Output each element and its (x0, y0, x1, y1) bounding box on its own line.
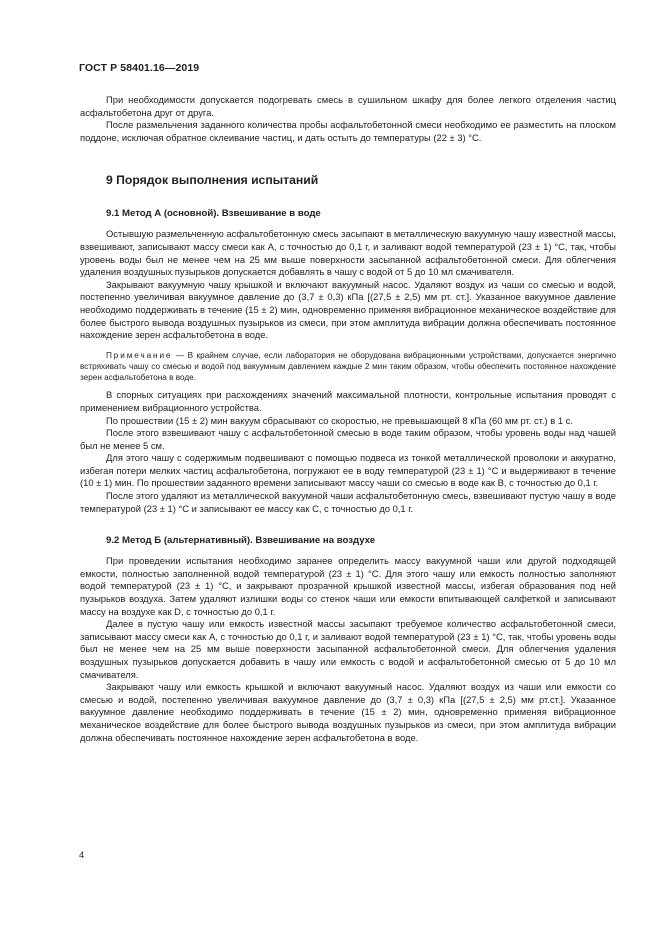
standard-header: ГОСТ Р 58401.16—2019 (79, 62, 200, 74)
body-paragraph: Для этого чашу с содержимым подвешивают с помощью подвеса из тонкой металлической проволоки и аккуратно, избегая потери мелких частиц асфальтобетона, погружают ее в воду температурой (23 ± 1) °C и выдерживают в течение (10 ± 1) мин. По прошествии заданного времени записывают массу чаши со смесью в воде как В, с точностью до 0,1 г. (80, 452, 616, 489)
body-paragraph: Закрывают вакуумную чашу крышкой и включают вакуумный насос. Удаляют воздух из чаши со смесью и водой, постепенно увеличивая вакуумное давление до (3,7 ± 0,3) кПа [(27,5 ± 2,5) мм рт. ст.]. Указанное вакуумное давление необходимо поддерживать в течение (15 ± 2) мин, одновременно применяя вибрационное механическое воздействие для более быстрого вывода воздушных пузырьков из смеси, при этом амплитуда вибрации должна обеспечивать постоянное нахождение зерен асфальтобетона в воде. (80, 278, 616, 341)
body-paragraph: После этого удаляют из металлической вакуумной чаши асфальтобетонную смесь, взвешивают пустую чашу в воде температурой (23 ± 1) °C и записывают ее массу как С, с точностью до 0,1 г. (80, 490, 616, 514)
page-number: 4 (79, 849, 85, 860)
body-paragraph: Остывшую размельченную асфальтобетонную смесь засыпают в металлическую вакуумную чашу известной массы, взвешивают, записывают массу смеси как А, с точностью до 0,1 г, и заливают водой температурой (23 ± 1) °C, так, чтобы уровень воды был не менее чем на 25 мм выше поверхности засыпанной асфальтобетонной смеси. Для облегчения удаления воздушных пузырьков допускается добавлять в чашу с водой от 5 до 10 мл смачивателя. (80, 228, 616, 278)
page-content (80, 94, 616, 744)
subsection-heading: 9.1 Метод А (основной). Взвешивание в воде (106, 208, 321, 220)
subsection-heading: 9.2 Метод Б (альтернативный). Взвешивание на воздухе (106, 535, 376, 547)
body-paragraph: Закрывают чашу или емкость крышкой и включают вакуумный насос. Удаляют воздух из чаши или емкости со смесью и водой, постепенно увеличивая вакуумное давление до (3,7 ± 0,3) кПа [(27,5 ± 2,5) мм рт.ст.]. Указанное вакуумное давление необходимо поддерживать в течение (15 ± 2) мин, одновременно применяя вибрационное механическое воздействие для более быстрого вывода воздушных пузырьков из смеси, при этом амплитуда вибрации должна обеспечивать постоянное нахождение зерен асфальтобетона в воде. (80, 681, 616, 743)
body-paragraph: После этого взвешивают чашу с асфальтобетонной смесью в воде таким образом, чтобы уровень воды над чашей был не менее 5 см. (80, 427, 616, 451)
body-paragraph: При проведении испытания необходимо заранее определить массу вакуумной чаши или другой подходящей емкости, полностью заполненной водой температурой (23 ± 1) °C. Для этого чашу или емкость полностью заполняют водой температурой (23 ± 1) °C, и закрывают прозрачной крышкой известной массы, избегая образования под ней пузырьков воздуха. Затем удаляют излишки воды со стенок чаши или емкости впитывающей салфеткой и записывают массу на воздухе как D, с точностью до 0,1 г. (80, 555, 616, 617)
intro-paragraph: После размельчения заданного количества пробы асфальтобетонной смеси необходимо ее разместить на плоском поддоне, исключая обратное склеивание частиц, и дать остыть до температуры (22 ± 3) °C. (80, 119, 616, 143)
note-paragraph (80, 350, 616, 384)
section-heading: 9 Порядок выполнения испытаний (106, 173, 319, 188)
note-label: Примечание (106, 350, 173, 360)
note-text: — В крайнем случае, если лаборатория не оборудована вибрационными устройствами, допускается энергично встряхивать чашу со смесью и водой под вакуумным давлением каждые 2 мин таким образом, чтобы обеспечить постоянное нахождение зерен асфальтобетона в воде. (80, 350, 616, 383)
intro-paragraph: При необходимости допускается подогревать смесь в сушильном шкафу для более легкого отделения частиц асфальтобетона друг от друга. (80, 94, 616, 118)
body-paragraph: По прошествии (15 ± 2) мин вакуум сбрасывают со скоростью, не превышающей 8 кПа (60 мм рт. ст.) в 1 с. (106, 414, 573, 426)
body-paragraph: В спорных ситуациях при расхождениях значений максимальной плотности, контрольные испытания проводят с применением вибрационного устройства. (80, 389, 616, 413)
body-paragraph: Далее в пустую чашу или емкость известной массы засыпают требуемое количество асфальтобетонной смеси, записывают массу смеси как А, с точностью до 0,1 г, и заливают водой температурой (23 ± 1) °C, так, чтобы уровень воды был не менее чем на 25 мм выше поверхности засыпанной асфальтобетонной смеси. Для облегчения удаления воздушных пузырьков допускается добавить в чашу или емкость с водой и асфальтобетонной смесью от 5 до 10 мл смачивателя. (80, 618, 616, 680)
